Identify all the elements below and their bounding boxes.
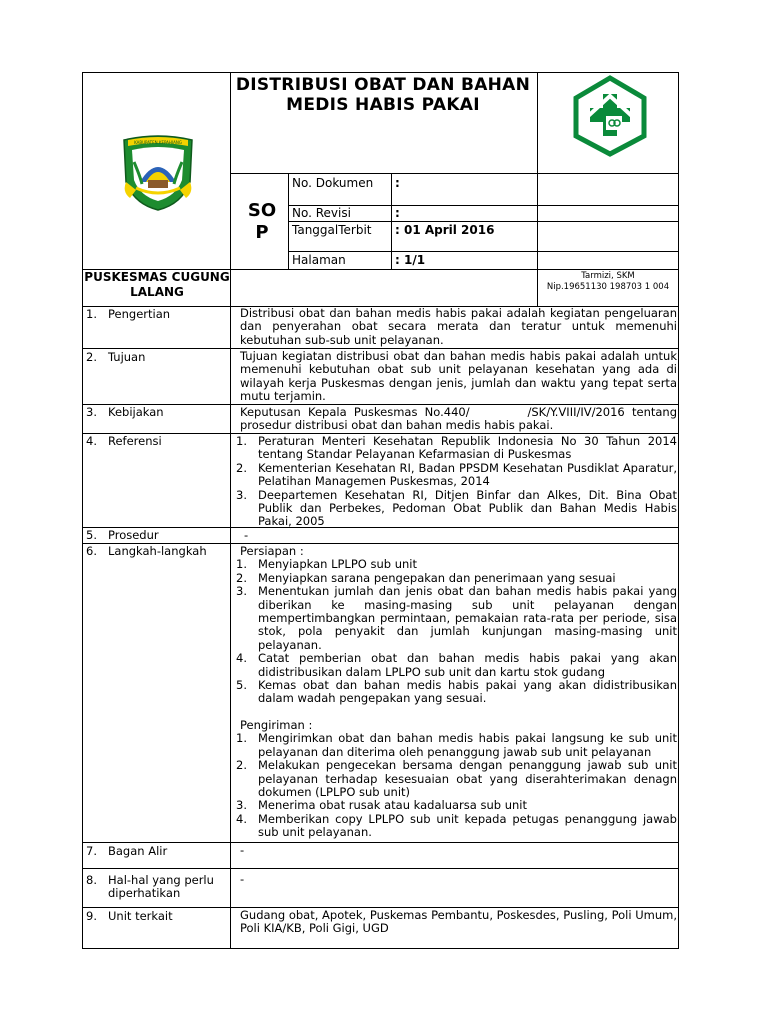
section-6-content [236, 544, 677, 840]
section-4-label: 4. Referensi [86, 434, 162, 448]
reference-item: 3. Deepartemen Kesehatan RI, Ditjen Binfar dan Alkes, Dit. Bina Obat Publik dan Perbekes, Pedoman Obat Publik dan Bahan Medis Habis Pakai, 2005 [236, 487, 677, 529]
pengiriman-item: 4. Memberikan copy LPLPO sub unit kepada petugas penanggung jawab sub unit pelayanan. [236, 811, 677, 840]
sop-label: SO P [247, 200, 277, 243]
section-6-label: 6. Langkah-langkah [86, 544, 207, 558]
section-3-text: Keputusan Kepala Puskesmas No.440/ /SK/Y.VIII/IV/2016 tentang prosedur distribusi obat dan bahan medis habis pakai. [240, 405, 681, 433]
document-title: DISTRIBUSI OBAT DAN BAHAN MEDIS HABIS PAKAI [235, 75, 531, 115]
pengiriman-item: 1. Mengirimkan obat dan bahan medis habis pakai langsung ke sub unit pelayanan dan diterima oleh penanggung jawab sub unit pelayanan [236, 731, 677, 759]
signature-block [538, 271, 678, 292]
section-3-label: 3. Kebijakan [86, 405, 164, 419]
section-5-text: - [244, 528, 249, 542]
meta-value-no-dokumen: : [395, 176, 400, 190]
persiapan-item: 3. Menentukan jumlah dan jenis obat dan bahan medis habis pakai yang diberikan ke masing-masing sub unit pelayanan dengan mempertimbangkan permintaan, pemakaian rata-rata per periode, sisa stok, pola penyakit dan jumlah kunjungan masing-masing unit pelayanan. [236, 584, 677, 652]
section-2-text: Tujuan kegiatan distribusi obat dan bahan medis habis pakai adalah untuk memenuhi kebutuhan obat sub unit pelayanan kesehatan yang ada di wilayah kerja Puskesmas dengan jenis, jumlah dan waktu yang tepat serta mutu terjamin. [240, 349, 677, 404]
regency-logo [120, 132, 196, 212]
meta-value-halaman: : 1/1 [395, 253, 426, 267]
persiapan-item: 4. Catat pemberian obat dan bahan medis habis pakai yang akan didistribusikan dalam LPLPO sub unit dan kartu stok gudang [236, 651, 677, 679]
section-divider [230, 306, 231, 949]
organization-name: PUSKESMAS CUGUNG LALANG [84, 270, 230, 299]
section-9-text: Gudang obat, Apotek, Puskemas Pembantu, Poskesdes, Pusling, Poli Umum, Poli KIA/KB, Poli Gigi, UGD [240, 908, 677, 936]
svg-text:KABUPATEN KEPAHIANG: KABUPATEN KEPAHIANG [134, 140, 182, 145]
meta-value-tanggal: : 01 April 2016 [395, 223, 495, 237]
meta-label-halaman: Halaman [292, 253, 346, 267]
section-9-label: 9. Unit terkait [86, 909, 173, 923]
border-left [82, 72, 83, 949]
border-bottom [82, 948, 679, 949]
section-5-label: 5. Prosedur [86, 528, 159, 542]
section-8-text: - [240, 872, 245, 886]
meta-value-no-revisi: : [395, 206, 400, 220]
border-right [678, 72, 679, 949]
row-line-6 [82, 842, 679, 843]
section-7-text: - [240, 843, 245, 857]
pengiriman-title: Pengiriman : [240, 717, 313, 732]
meta-label-no-dokumen: No. Dokumen [292, 176, 374, 190]
pengiriman-item: 2. Melakukan pengecekan bersama dengan penanggung jawab sub unit pelayanan terhadap kesesuaian obat yang diserahterimakan denagn dokumen (LPLPO sub unit) [236, 758, 677, 799]
section-8-label: 8. Hal-hal yang perlu diperhatikan [86, 873, 214, 900]
meta-label-tanggal: TanggalTerbit [292, 223, 372, 237]
reference-item: 2. Kementerian Kesehatan RI, Badan PPSDM Kesehatan Pusdiklat Aparatur, Pelatihan Managemen Puskesmas, 2014 [236, 460, 677, 489]
signature-nip: Nip.19651130 198703 1 004 [546, 281, 670, 292]
row-line-7 [82, 868, 679, 869]
puskesmas-logo [568, 74, 652, 158]
section-1-label: 1. Pengertian [86, 307, 171, 321]
reference-item: 1. Peraturan Menteri Kesehatan Republik Indonesia No 30 Tahun 2014 tentang Standar Pelayanan Kefarmasian di Puskesmas [236, 434, 677, 462]
section-2-label: 2. Tujuan [86, 350, 146, 364]
meta-label-no-revisi: No. Revisi [292, 206, 351, 220]
meta-line-3 [288, 251, 678, 252]
persiapan-title: Persiapan : [240, 544, 304, 558]
persiapan-item: 1. Menyiapkan LPLPO sub unit [236, 557, 417, 572]
signature-name: Tarmizi, SKM [581, 271, 635, 281]
section-4-list [236, 434, 677, 529]
section-7-label: 7. Bagan Alir [86, 844, 168, 858]
meta-line-2 [288, 221, 678, 222]
section-1-text: Distribusi obat dan bahan medis habis pakai adalah kegiatan pengeluaran dan penyerahan obat secara merata dan teratur untuk memenuhi kebutuhan sub-sub unit pelayanan. [240, 306, 677, 347]
persiapan-item: 5. Kemas obat dan bahan medis habis pakai yang akan didistribusikan dalam wadah pengepakan yang sesuai. [236, 678, 677, 706]
pengiriman-item: 3. Menerima obat rusak atau kadaluarsa sub unit [236, 798, 527, 813]
header-line-title-bottom [230, 173, 678, 174]
persiapan-item: 2. Menyiapkan sarana pengepakan dan penerimaan yang sesuai [236, 570, 616, 585]
border-top [82, 72, 679, 73]
